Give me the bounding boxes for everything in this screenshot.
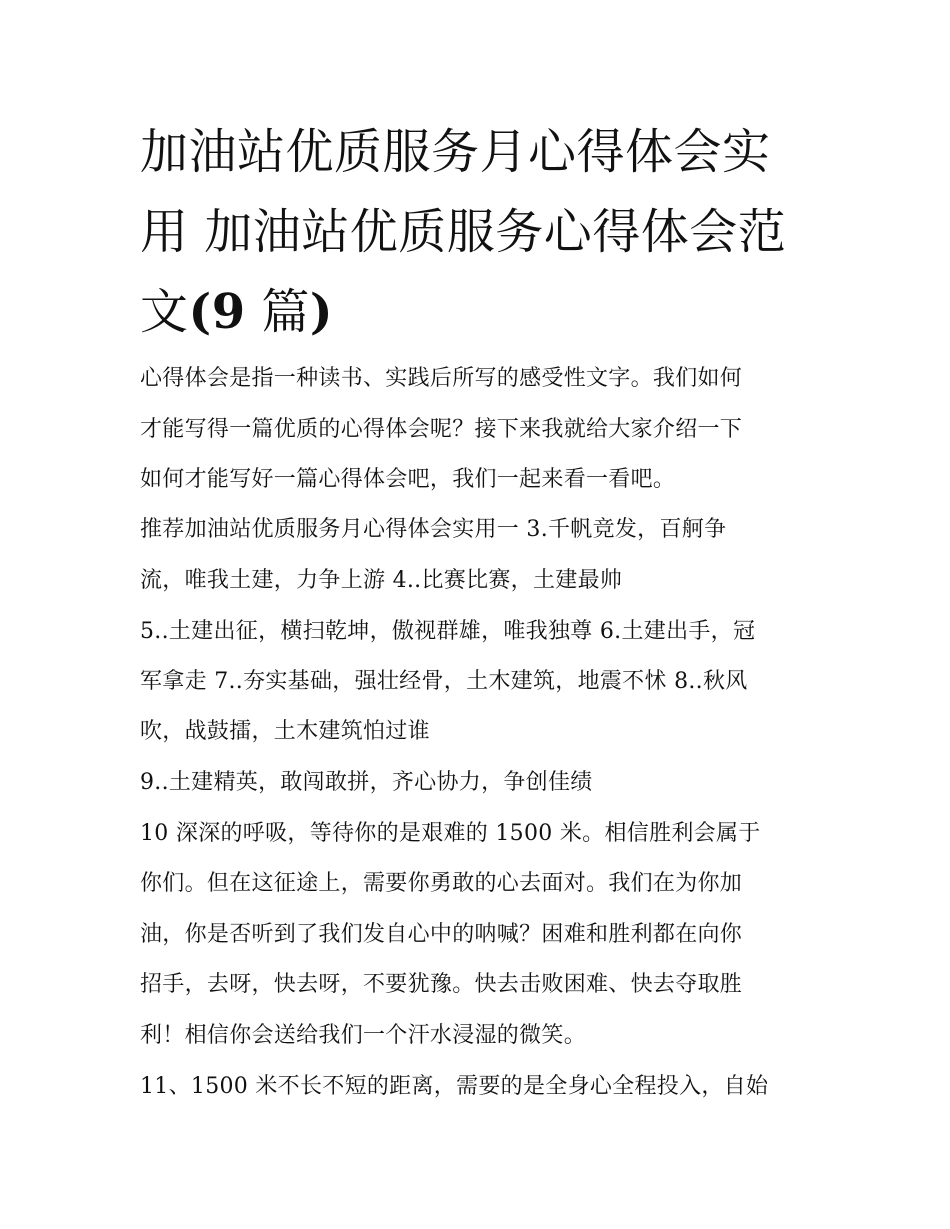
document-title bbox=[140, 112, 820, 352]
title-line-3-mid: 篇 bbox=[245, 284, 310, 340]
body-line: 如何才能写好一篇心得体会吧，我们一起来看一看吧。 bbox=[140, 467, 676, 492]
body-line: 利！相信你会送给我们一个汗水浸湿的微笑。 bbox=[140, 1023, 587, 1048]
title-line-3-prefix: 文 bbox=[140, 284, 189, 340]
title-paren-close: ) bbox=[309, 284, 334, 340]
body-line: 9..土建精英，敢闯敢拼，齐心协力，争创佳绩 bbox=[140, 770, 593, 795]
body-line: 招手，去呀，快去呀，不要犹豫。快去击败困难、快去夺取胜 bbox=[140, 972, 743, 997]
title-number-open: (9 bbox=[188, 284, 246, 340]
body-line: 油，你是否听到了我们发自心中的呐喊？困难和胜利都在向你 bbox=[140, 922, 743, 947]
body-line: 流，唯我土建，力争上游 4..比赛比赛，土建最帅 bbox=[140, 568, 623, 593]
body-line: 10 深深的呼吸，等待你的是艰难的 1500 米。相信胜利会属于 bbox=[140, 821, 761, 846]
body-line: 5..土建出征，横扫乾坤，傲视群雄，唯我独尊 6.土建出手，冠 bbox=[140, 619, 756, 644]
body-line: 推荐加油站优质服务月心得体会实用一 3.千帆竞发，百舸争 bbox=[140, 517, 727, 542]
body-line: 才能写得一篇优质的心得体会呢？接下来我就给大家介绍一下 bbox=[140, 417, 743, 442]
title-line-2: 用 加油站优质服务心得体会范 bbox=[140, 204, 787, 260]
title-line-1: 加油站优质服务月心得体会实 bbox=[140, 124, 771, 180]
body-line: 军拿走 7..夯实基础，强壮经骨，土木建筑，地震不怵 8..秋风 bbox=[140, 669, 748, 694]
title-line-3 bbox=[140, 272, 820, 352]
body-line: 11、1500 米不长不短的距离，需要的是全身心全程投入，自始 bbox=[140, 1074, 769, 1099]
body-line: 心得体会是指一种读书、实践后所写的感受性文字。我们如何 bbox=[140, 366, 743, 391]
body-line: 吹，战鼓擂，土木建筑怕过谁 bbox=[140, 719, 430, 744]
body-line: 你们。但在这征途上，需要你勇敢的心去面对。我们在为你加 bbox=[140, 871, 743, 896]
